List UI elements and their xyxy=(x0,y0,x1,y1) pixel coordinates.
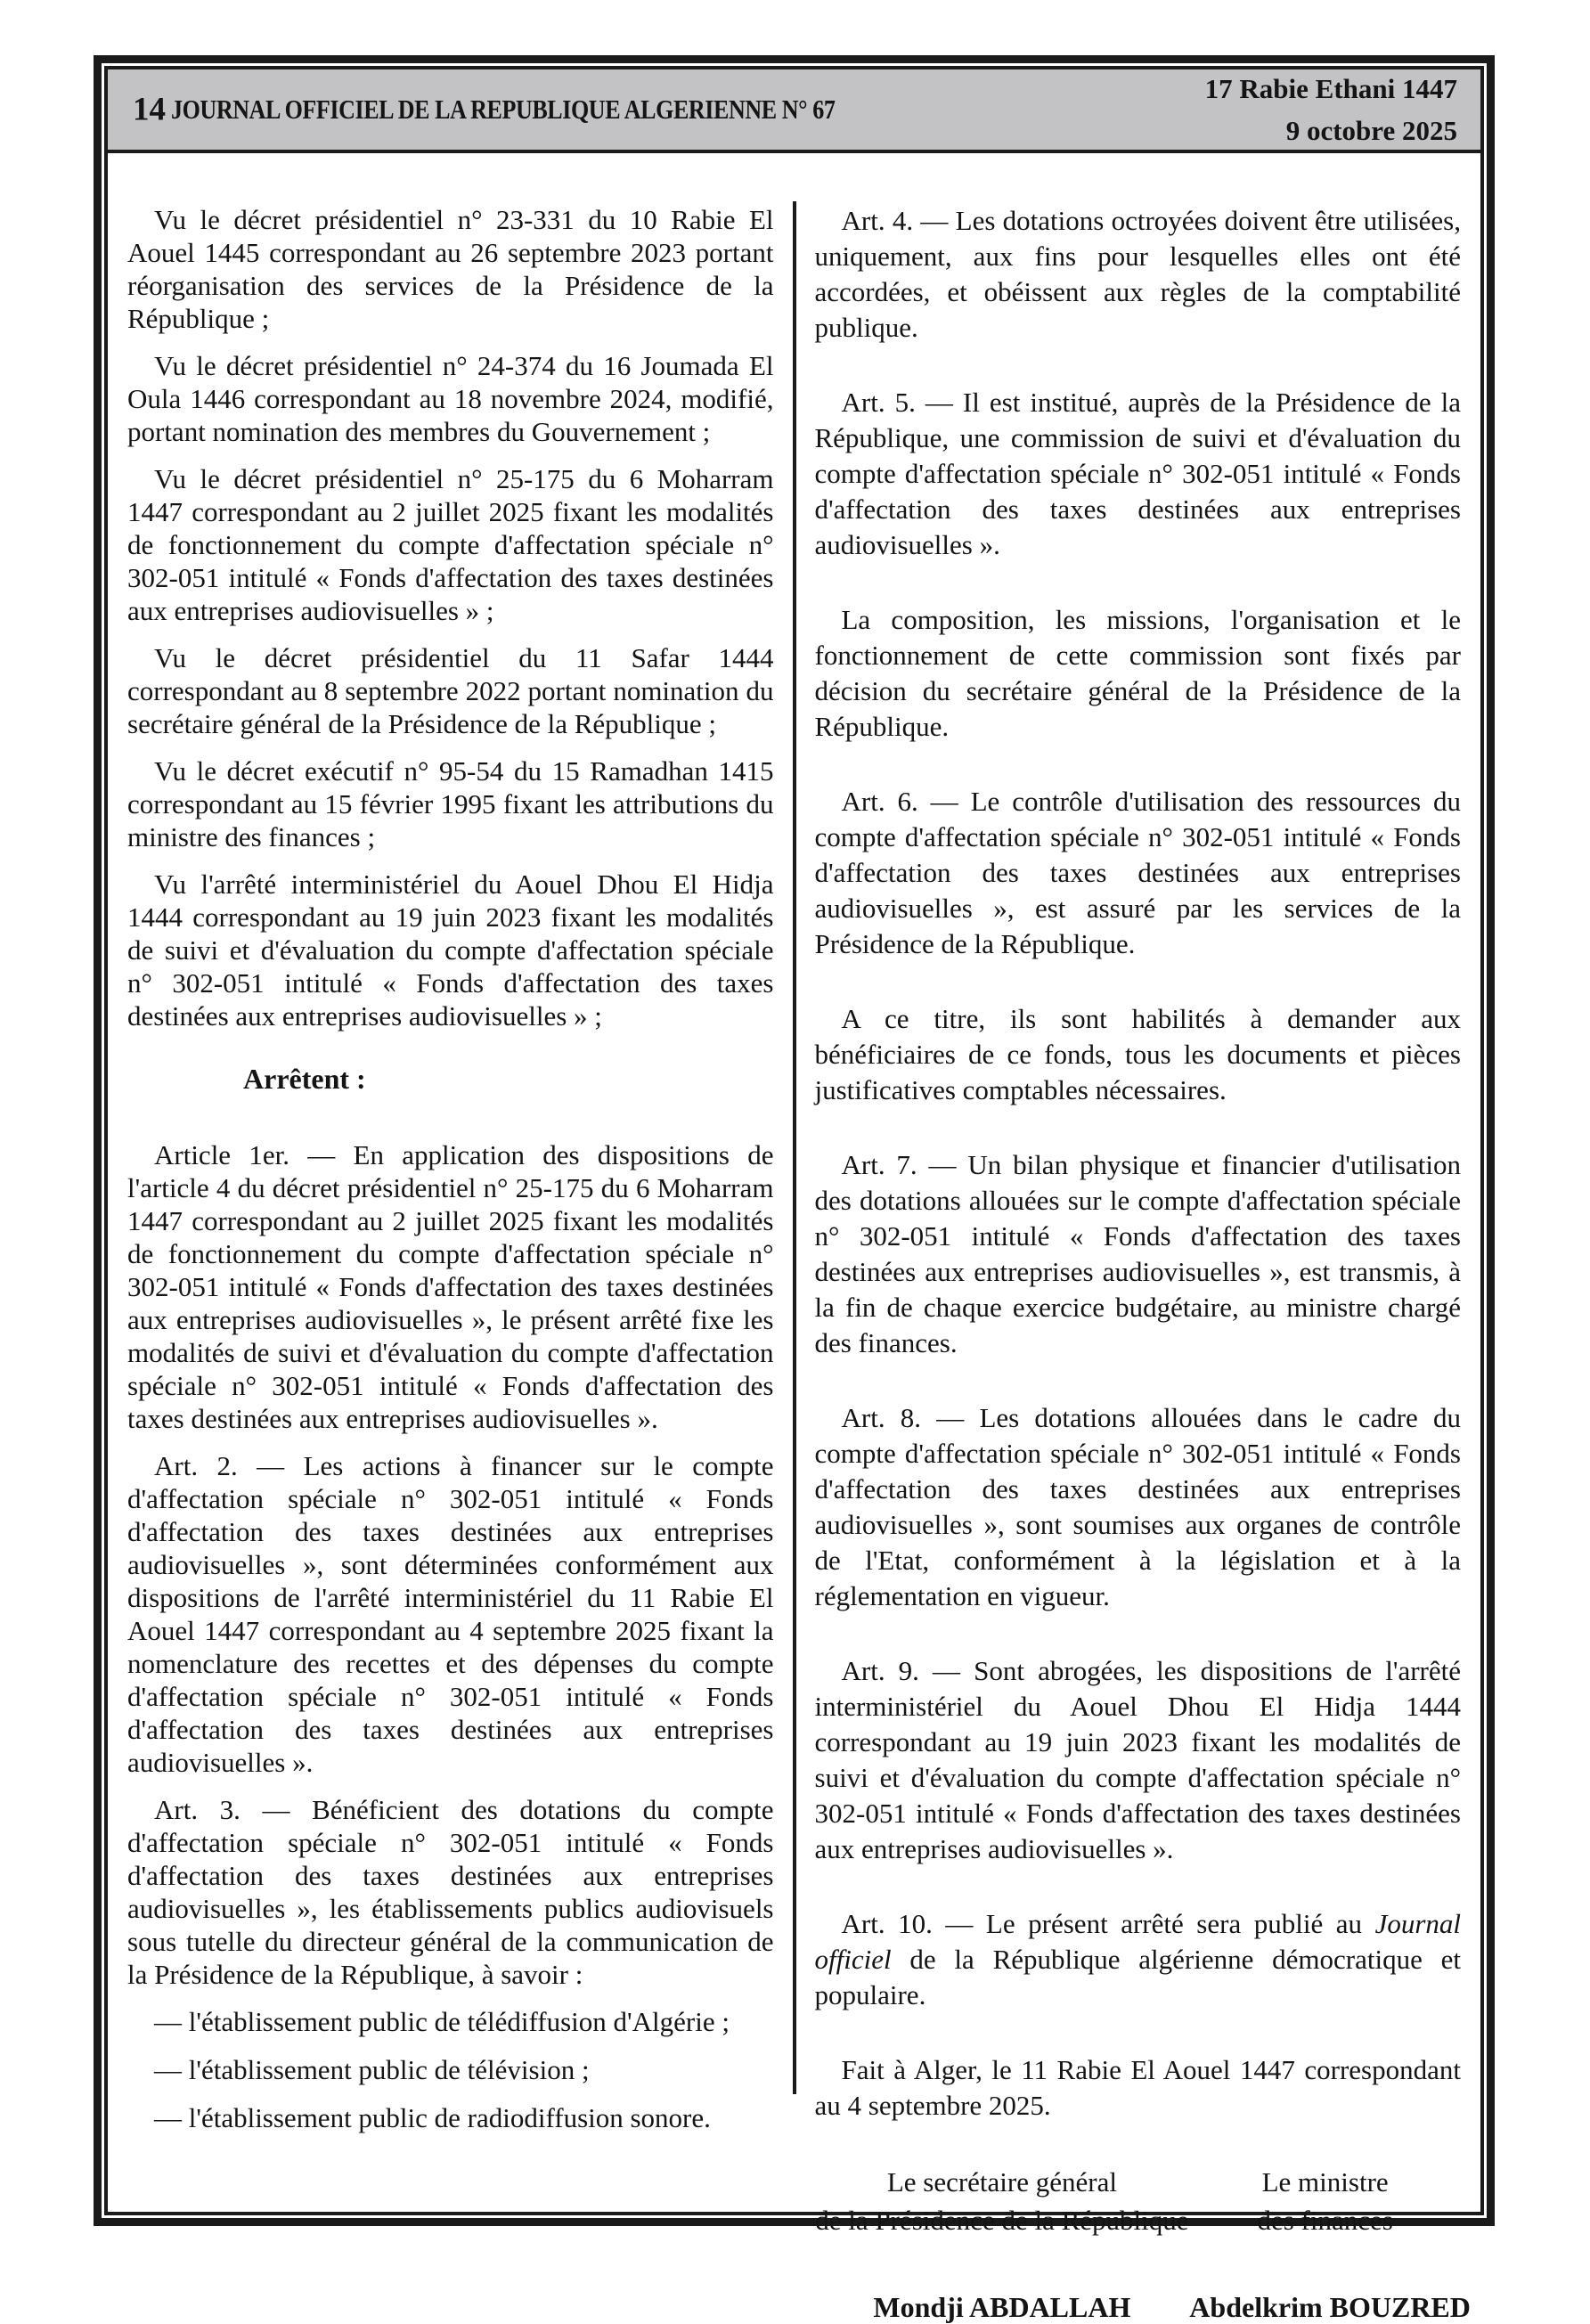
date-hijri: 17 Rabie Ethani 1447 xyxy=(1204,73,1457,104)
signature-role-left-line2: de la Présidence de la République xyxy=(815,2205,1189,2236)
journal-title-text: JOURNAL OFFICIEL DE LA REPUBLIQUE ALGERIENNE N° 67 xyxy=(170,94,836,125)
page-frame xyxy=(94,55,1495,2323)
masthead-dates xyxy=(1205,68,1457,151)
signature-role-right xyxy=(1189,2163,1461,2239)
signature-role-left-line1: Le secrétaire général xyxy=(886,2166,1117,2198)
left-column xyxy=(127,203,774,2324)
article-7-paragraph: Art. 7. — Un bilan physique et financier d'utilisation des dotations allouées sur le compte d'affectation spéciale n° 302-051 intitulé « Fonds d'affectation des taxes destinées aux entreprises audiovisuelles », est transmis, à la fin de chaque exercice budgétaire, au ministre chargé des finances. xyxy=(814,1149,1461,1358)
signature-name-left: Mondji ABDALLAH xyxy=(873,2291,1131,2323)
article-1-paragraph: Article 1er. — En application des dispositions de l'article 4 du décret présidentiel n° 25-175 du 6 Moharram 1447 correspondant au 2 juillet 2025 fixant les modalités de fonctionnement du compte d'affectation spéciale n° 302-051 intitulé « Fonds d'affectation des taxes destinées aux entreprises audiovisuelles », le présent arrêté fixe les modalités de suivi et d'évaluation du compte d'affectation spéciale n° 302-051 intitulé « Fonds d'affectation des taxes destinées aux entreprises audiovisuelles ». xyxy=(127,1139,774,1434)
article-10-paragraph xyxy=(815,1906,1462,2013)
article-6-continuation-paragraph: A ce titre, ils sont habilités à demander aux bénéficiaires de ce fonds, tous les documents et pièces justificatives comptables nécessaires. xyxy=(814,1003,1461,1105)
signature-role-right-line1: Le ministre xyxy=(1261,2166,1389,2198)
visa-paragraph: Vu le décret présidentiel du 11 Safar 1444 correspondant au 8 septembre 2022 portant nomination du secrétaire général de la Présidence de la République ; xyxy=(127,642,774,739)
article-10-text-after: de la République algérienne démocratique et populaire. xyxy=(814,1944,1461,2010)
article-6-paragraph: Art. 6. — Le contrôle d'utilisation des ressources du compte d'affectation spéciale n° 302-051 intitulé « Fonds d'affectation des taxes destinées aux entreprises audiovisuelles », est assuré par les services de la Présidence de la République. xyxy=(814,786,1461,959)
list-item: — l'établissement public de télévision ; xyxy=(154,2054,590,2085)
content xyxy=(108,153,1480,2324)
arretent-heading: Arrêtent : xyxy=(243,1063,366,1095)
signature-role-right-line2: des finances xyxy=(1257,2205,1393,2236)
article-5-continuation-paragraph: La composition, les missions, l'organisation et le fonctionnement de cette commission sont fixés par décision du secrétaire général de la Présidence de la République. xyxy=(814,604,1461,742)
list-item: — l'établissement public de radiodiffusion sonore. xyxy=(154,2102,711,2133)
article-10-text-before: Art. 10. — Le présent arrêté sera publié au xyxy=(841,1908,1375,1939)
list-item: — l'établissement public de télédiffusion d'Algérie ; xyxy=(154,2006,730,2037)
article-9-paragraph: Art. 9. — Sont abrogées, les dispositions de l'arrêté interministériel du Aouel Dhou El Hidja 1444 correspondant au 19 juin 2023 fixant les modalités de suivi et d'évaluation du compte d'affectation spéciale n° 302-051 intitulé « Fonds d'affectation des taxes destinées aux entreprises audiovisuelles ». xyxy=(814,1655,1461,1864)
masthead xyxy=(108,69,1480,153)
visa-paragraph: Vu le décret exécutif n° 95-54 du 15 Ramadhan 1415 correspondant au 15 février 1995 fixant les attributions du ministre des finances ; xyxy=(127,755,774,852)
article-5-paragraph: Art. 5. — Il est institué, auprès de la Présidence de la République, une commission de suivi et d'évaluation du compte d'affectation spéciale n° 302-051 intitulé « Fonds d'affectation des taxes destinées aux entreprises audiovisuelles ». xyxy=(814,387,1461,560)
article-3-paragraph: Art. 3. — Bénéficient des dotations du compte d'affectation spéciale n° 302-051 intitulé « Fonds d'affectation des taxes destinées aux entreprises audiovisuelles », les établissements publics audiovisuels sous tutelle du directeur général de la communication de la Présidence de la République, à savoir : xyxy=(127,1794,774,1990)
visa-paragraph: Vu le décret présidentiel n° 23-331 du 10 Rabie El Aouel 1445 correspondant au 26 septembre 2023 portant réorganisation des services de la Présidence de la République ; xyxy=(127,204,774,334)
date-gregorian: 9 octobre 2025 xyxy=(1285,115,1457,146)
visa-paragraph: Vu le décret présidentiel n° 24-374 du 16 Joumada El Oula 1446 correspondant au 18 novembre 2024, modifié, portant nomination des membres du Gouvernement ; xyxy=(127,350,774,447)
article-2-paragraph: Art. 2. — Les actions à financer sur le compte d'affectation spéciale n° 302-051 intitulé « Fonds d'affectation des taxes destinées aux entreprises audiovisuelles », sont déterminées conformément aux dispositions de l'arrêté interministériel du 11 Rabie El Aouel 1447 correspondant au 4 septembre 2025 fixant la nomenclature des recettes et des dépenses du compte d'affectation spéciale n° 302-051 intitulé « Fonds d'affectation des taxes destinées aux entreprises audiovisuelles ». xyxy=(127,1450,774,1778)
page-frame-inner xyxy=(104,66,1484,2323)
page-number: 14 xyxy=(133,91,166,128)
right-column xyxy=(814,203,1471,2324)
article-4-paragraph: Art. 4. — Les dotations octroyées doivent être utilisées, uniquement, aux fins pour lesquelles elles ont été accordées, et obéissent aux règles de la comptabilité publique. xyxy=(814,205,1461,343)
visa-paragraph: Vu le décret présidentiel n° 25-175 du 6 Moharram 1447 correspondant au 2 juillet 2025 fixant les modalités de fonctionnement du compte d'affectation spéciale n° 302-051 intitulé « Fonds d'affectation des taxes destinées aux entreprises audiovisuelles » ; xyxy=(127,463,774,626)
article-8-paragraph: Art. 8. — Les dotations allouées dans le cadre du compte d'affectation spéciale n° 302-051 intitulé « Fonds d'affectation des taxes destinées aux entreprises audiovisuelles », sont soumises aux organes de contrôle de l'Etat, conformément à la législation et à la réglementation en vigueur. xyxy=(814,1402,1461,1611)
signature-block xyxy=(815,2163,1471,2324)
journal-title xyxy=(108,94,836,126)
signature-role-left xyxy=(815,2163,1190,2239)
signature-name-right: Abdelkrim BOUZRED xyxy=(1189,2291,1471,2323)
column-divider xyxy=(793,201,796,2094)
fait-paragraph: Fait à Alger, le 11 Rabie El Aouel 1447 correspondant au 4 septembre 2025. xyxy=(814,2054,1461,2121)
journal-officiel-italic: Journal officiel xyxy=(814,1908,1461,1975)
visa-paragraph: Vu l'arrêté interministériel du Aouel Dhou El Hidja 1444 correspondant au 19 juin 2023 fixant les modalités de suivi et d'évaluation du compte d'affectation spéciale n° 302-051 intitulé « Fonds d'affectation des taxes destinées aux entreprises audiovisuelles » ; xyxy=(127,868,774,1032)
